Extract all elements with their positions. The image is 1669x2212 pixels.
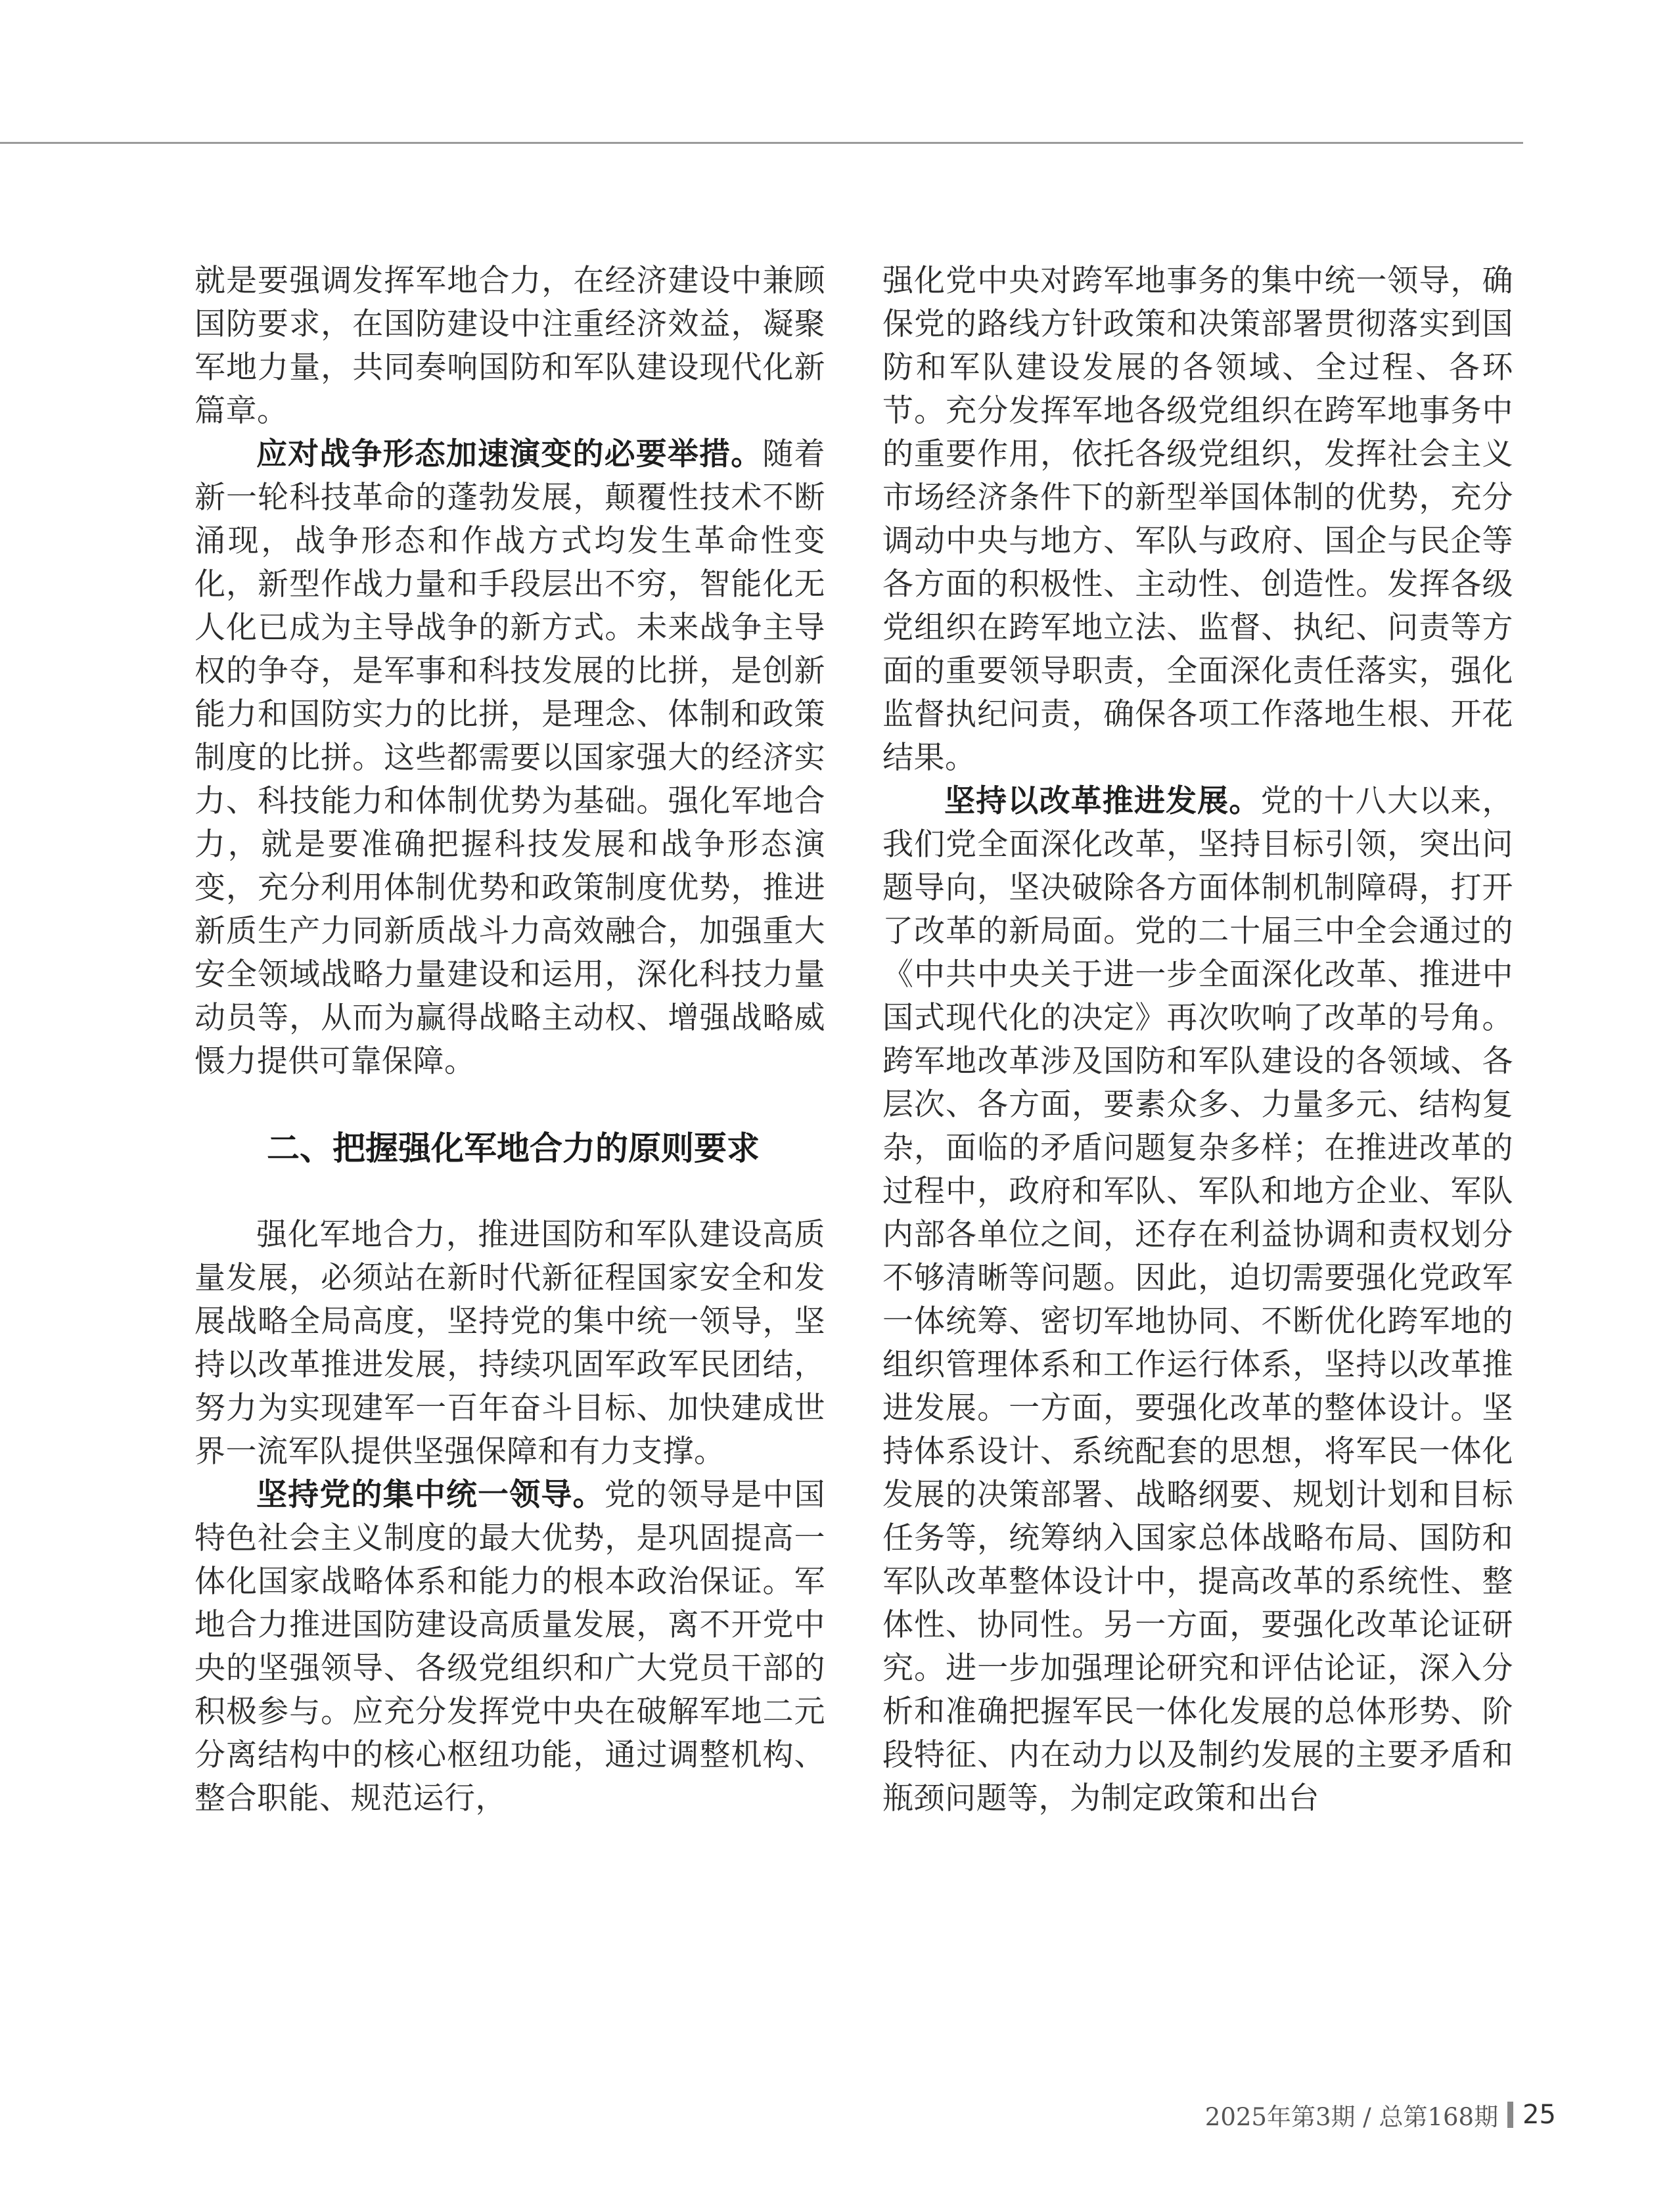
- footer-divider: [1507, 2102, 1513, 2128]
- paragraph-party-leadership: [194, 1474, 825, 1820]
- paragraph-continuation: 强化党中央对跨军地事务的集中统一领导，确保党的路线方针政策和决策部署贯彻落实到国防和军队建设发展的各领域、全过程、各环节。充分发挥军地各级党组织在跨军地事务中的重要作用，依托各级党组织，发挥社会主义市场经济条件下的新型举国体制的优势，充分调动中央与地方、军队与政府、国企与民企等各方面的积极性、主动性、创造性。发挥各级党组织在跨军地立法、监督、执纪、问责等方面的重要领导职责，全面深化责任落实，强化监督执纪问责，确保各项工作落地生根、开花结果。: [882, 263, 1513, 776]
- paragraph-lead: 坚持党的集中统一领导。: [256, 1477, 605, 1513]
- right-column: [882, 260, 1513, 1820]
- paragraph-body: 党的领导是中国特色社会主义制度的最大优势，是巩固提高一体化国家战略体系和能力的根本政治保证。军地合力推进国防建设高质量发展，离不开党中央的坚强领导、各级党组织和广大党员干部的积极参与。应充分发挥党中央在破解军地二元分离结构中的核心枢纽功能，通过调整机构、整合职能、规范运行，: [194, 1477, 826, 1817]
- header-rule: [0, 142, 1523, 144]
- section-heading: 二、把握强化军地合力的原则要求: [267, 1129, 760, 1167]
- paragraph-body: 党的十八大以来，我们党全面深化改革，坚持目标引领，突出问题导向，坚决破除各方面体制机制障碍，打开了改革的新局面。党的二十届三中全会通过的《中共中央关于进一步全面深化改革、推进中国式现代化的决定》再次吹响了改革的号角。跨军地改革涉及国防和军队建设的各领域、各层次、各方面，要素众多、力量多元、结构复杂，面临的矛盾问题复杂多样；在推进改革的过程中，政府和军队、军队和地方企业、军队内部各单位之间，还存在利益协调和责权划分不够清晰等问题。因此，迫切需要强化党政军一体统筹、密切军地协同、不断优化跨军地的组织管理体系和工作运行体系，坚持以改革推进发展。一方面，要强化改革的整体设计。坚持体系设计、系统配套的思想，将军民一体化发展的决策部署、战略纲要、规划计划和目标任务等，统筹纳入国家总体战略布局、国防和军队改革整体设计中，提高改革的系统性、整体性、协同性。另一方面，要强化改革论证研究。进一步加强理论研究和评估论证，深入分析和准确把握军民一体化发展的总体形势、阶段特征、内在动力以及制约发展的主要矛盾和瓶颈问题等，为制定政策和出台: [882, 783, 1514, 1817]
- paragraph-warfare-evolution: [194, 433, 825, 1083]
- paragraph-body: 随着新一轮科技革命的蓬勃发展，颠覆性技术不断涌现，战争形态和作战方式均发生革命性变化，新型作战力量和手段层出不穷，智能化无人化已成为主导战争的新方式。未来战争主导权的争夺，是军事和科技发展的比拼，是创新能力和国防实力的比拼，是理念、体制和政策制度的比拼。这些都需要以国家强大的经济实力、科技能力和体制优势为基础。强化军地合力，就是要准确把握科技发展和战争形态演变，充分利用体制优势和政策制度优势，推进新质生产力同新质战斗力高效融合，加强重大安全领域战略力量建设和运用，深化科技力量动员等，从而为赢得战略主动权、增强战略威慑力提供可靠保障。: [194, 436, 826, 1079]
- paragraph-continuation: 就是要强调发挥军地合力，在经济建设中兼顾国防要求，在国防建设中注重经济效益，凝聚军地力量，共同奏响国防和军队建设现代化新篇章。: [194, 263, 825, 429]
- paragraph-lead: 应对战争形态加速演变的必要举措。: [256, 436, 763, 472]
- paragraph-lead: 坚持以改革推进发展。: [944, 783, 1261, 819]
- paragraph-principles-intro: 强化军地合力，推进国防和军队建设高质量发展，必须站在新时代新征程国家安全和发展战略全局高度，坚持党的集中统一领导，坚持以改革推进发展，持续巩固军政军民团结，努力为实现建军一百年奋斗目标、加快建成世界一流军队提供坚强保障和有力支撑。: [194, 1217, 825, 1470]
- issue-info: 2025年第3期 / 总第168期: [1204, 2103, 1499, 2131]
- paragraph-reform-development: [882, 780, 1513, 1820]
- page-footer: [1205, 2097, 1556, 2133]
- page-number: 25: [1522, 2100, 1556, 2130]
- left-column: [194, 260, 825, 1820]
